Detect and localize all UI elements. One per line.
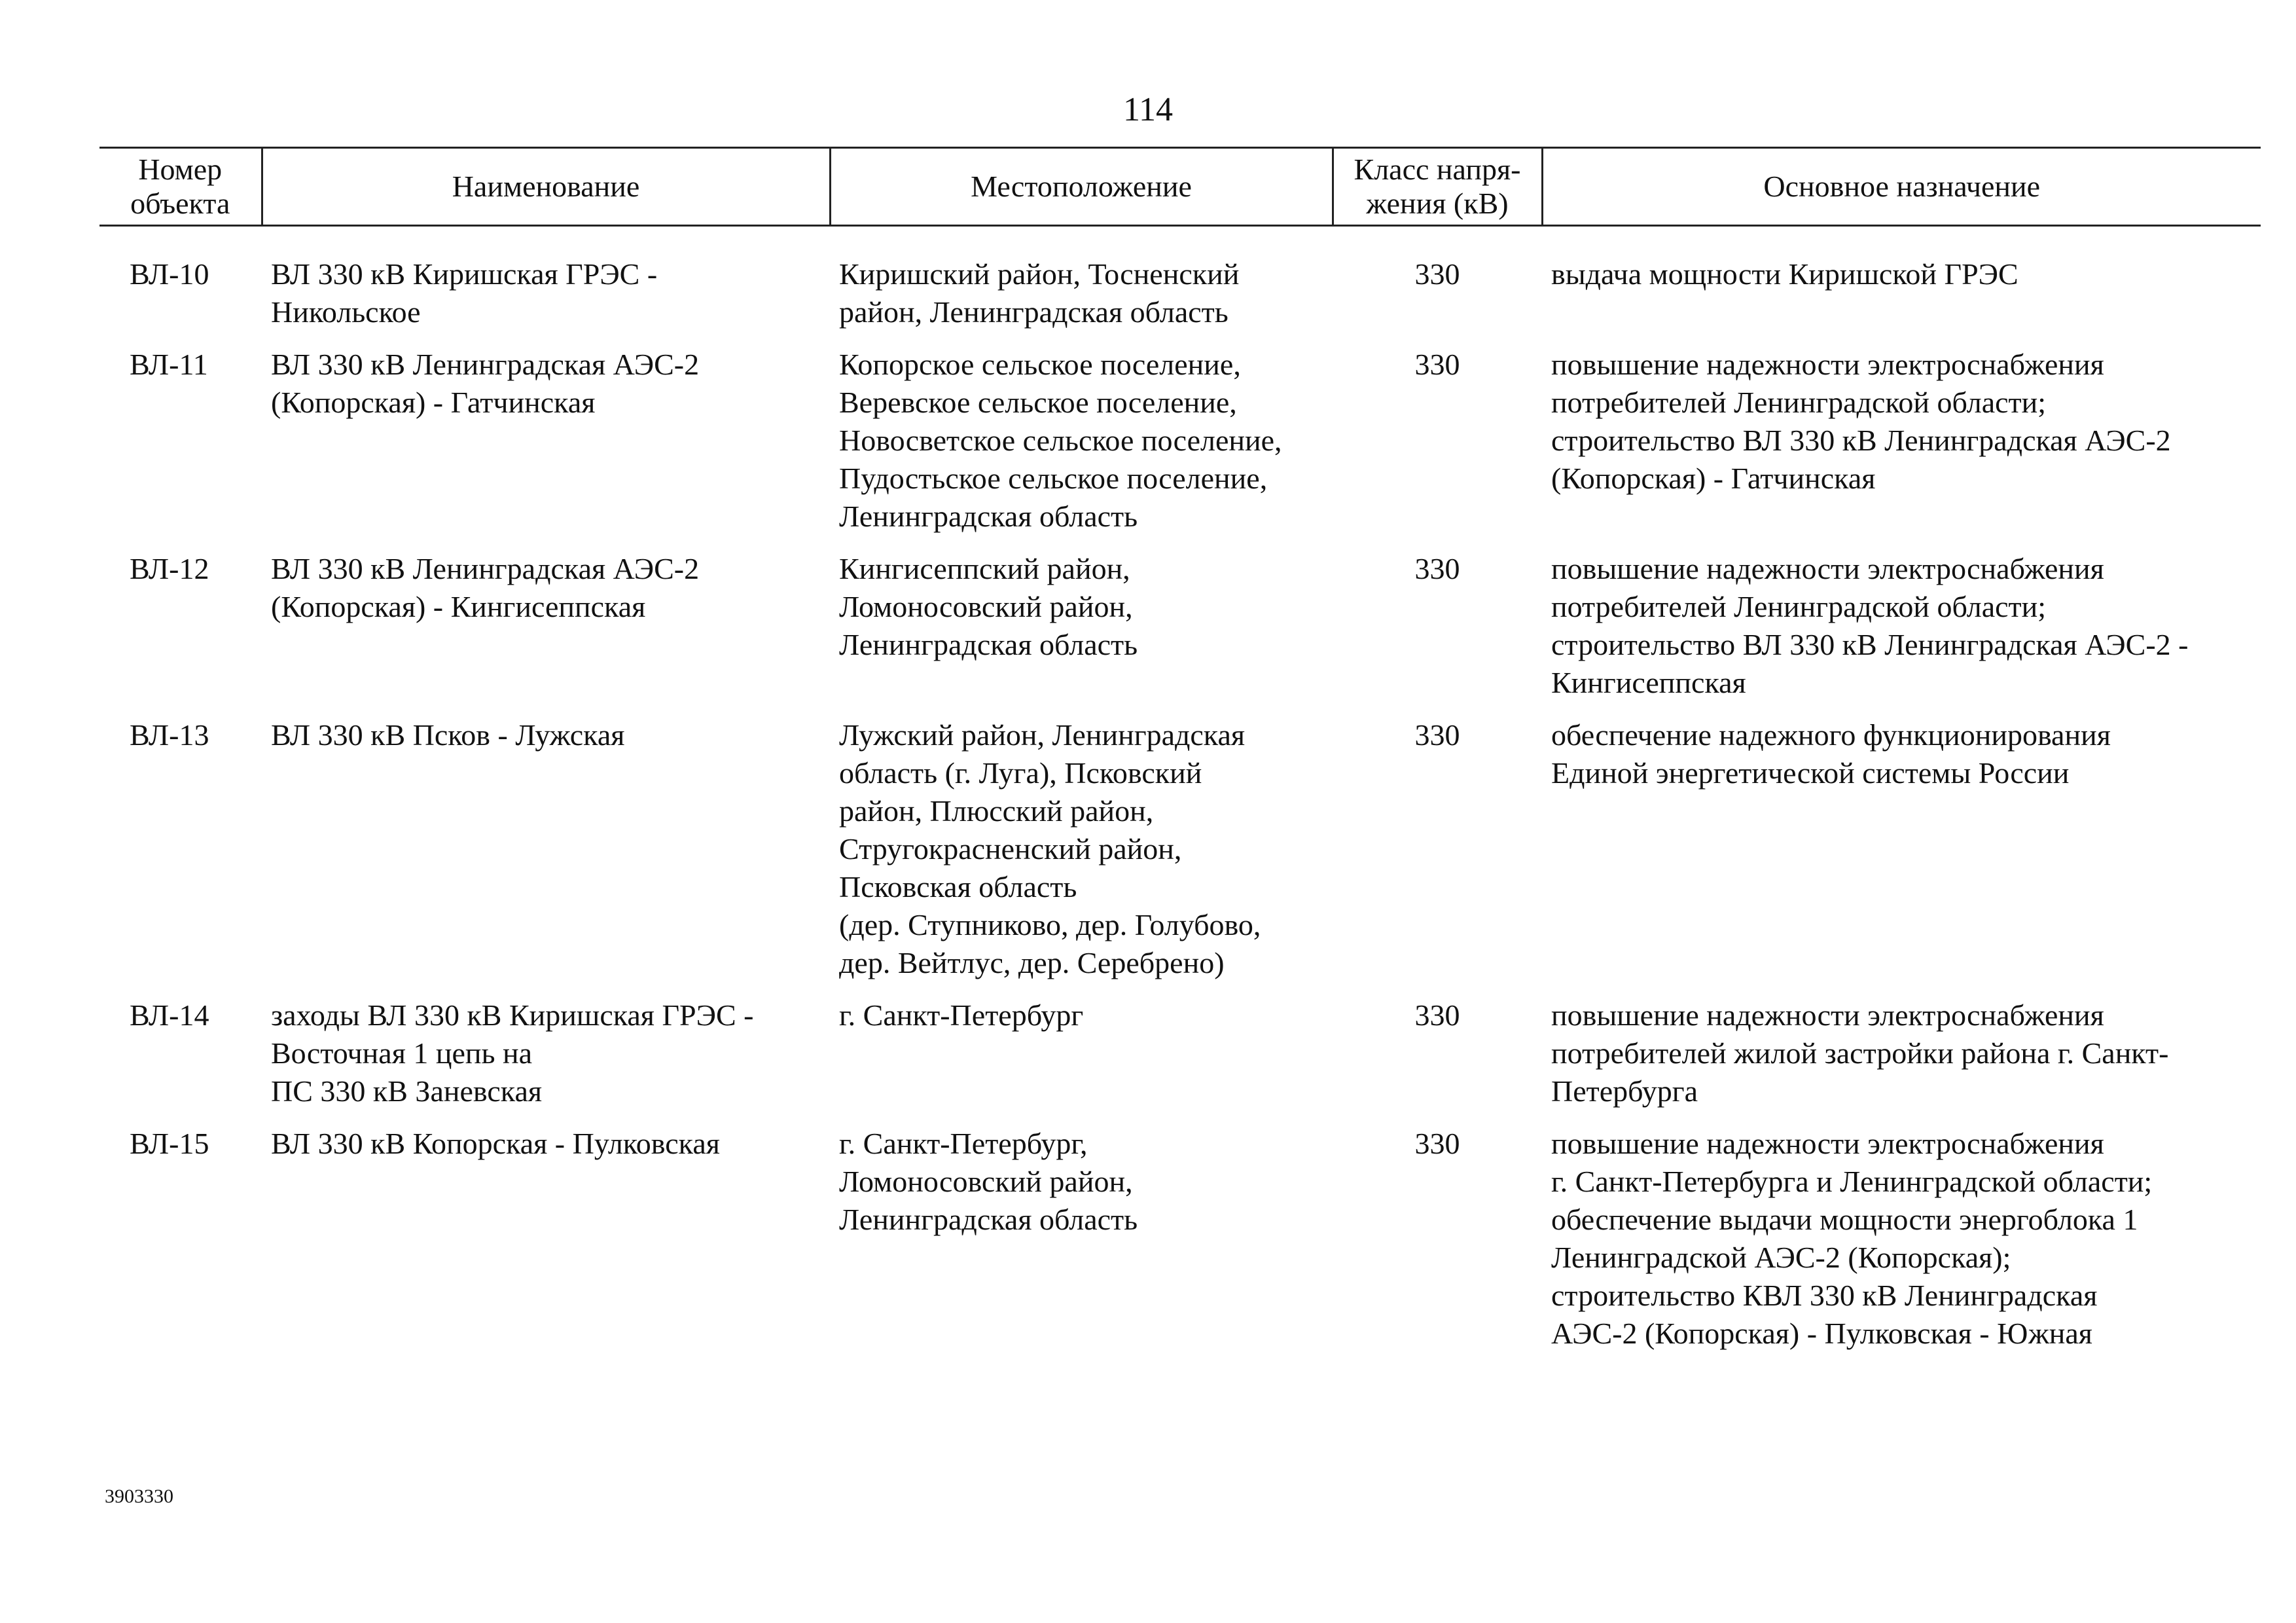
cell-location: г. Санкт-Петербург, Ломоносовский район, Ленинградская область	[839, 1127, 1138, 1236]
cell-purpose: выдача мощности Киришской ГРЭС	[1551, 257, 2018, 291]
header-row	[99, 148, 2261, 226]
document-code: 3903330	[105, 1486, 173, 1507]
table-row	[99, 255, 2261, 346]
cell-purpose: обеспечение надежного функционирования Единой энергетической системы России	[1551, 718, 2111, 790]
header-object-number: Номер объекта	[99, 148, 262, 226]
table-row	[99, 1125, 2261, 1367]
cell-location: Лужский район, Ленинградская область (г. Луга), Псковский район, Плюсский район, Стругокрасненский район, Псковская область (дер. Ступниково, дер. Голубово, дер. Вейтлус, дер. Серебрено)	[839, 718, 1261, 979]
header-location: Местоположение	[830, 148, 1333, 226]
cell-location: Киришский район, Тосненский район, Ленинградская область	[839, 257, 1240, 329]
table-row	[99, 996, 2261, 1125]
cell-location: Копорское сельское поселение, Веревское сельское поселение, Новосветское сельское поселение, Пудостьское сельское поселение, Ленинградская область	[839, 348, 1282, 533]
cell-voltage: 330	[1414, 998, 1460, 1032]
cell-voltage: 330	[1414, 1127, 1460, 1160]
cell-object-number: ВЛ-11	[130, 348, 208, 381]
table-row	[99, 346, 2261, 550]
cell-name: заходы ВЛ 330 кВ Киришская ГРЭС - Восточная 1 цепь на ПС 330 кВ Заневская	[271, 998, 754, 1108]
table-body	[99, 226, 2261, 1368]
cell-voltage: 330	[1414, 552, 1460, 585]
table-row	[99, 716, 2261, 996]
cell-name: ВЛ 330 кВ Ленинградская АЭС-2 (Копорская) - Кингисеппская	[271, 552, 700, 623]
cell-object-number: ВЛ-15	[130, 1127, 209, 1160]
cell-name: ВЛ 330 кВ Ленинградская АЭС-2 (Копорская) - Гатчинская	[271, 348, 700, 419]
cell-location: Кингисеппский район, Ломоносовский район, Ленинградская область	[839, 552, 1138, 661]
header-purpose: Основное назначение	[1542, 148, 2261, 226]
page-number: 114	[1122, 91, 1174, 128]
cell-purpose: повышение надежности электроснабжения потребителей Ленинградской области; строительство ВЛ 330 кВ Ленинградская АЭС-2 (Копорская) - Гатчинская	[1551, 348, 2171, 495]
cell-voltage: 330	[1414, 257, 1460, 291]
objects-table	[99, 147, 2261, 1367]
cell-purpose: повышение надежности электроснабжения потребителей Ленинградской области; строительство ВЛ 330 кВ Ленинградская АЭС-2 - Кингисеппская	[1551, 552, 2189, 699]
cell-name: ВЛ 330 кВ Копорская - Пулковская	[271, 1127, 720, 1160]
table-header	[99, 148, 2261, 226]
objects-table-container	[99, 147, 2261, 1367]
cell-location: г. Санкт-Петербург	[839, 998, 1084, 1032]
cell-object-number: ВЛ-10	[130, 257, 209, 291]
table-row	[99, 550, 2261, 716]
table-spacer	[99, 226, 2261, 256]
cell-voltage: 330	[1414, 348, 1460, 381]
cell-purpose: повышение надежности электроснабжения потребителей жилой застройки района г. Санкт- Петербурга	[1551, 998, 2169, 1108]
cell-object-number: ВЛ-14	[130, 998, 209, 1032]
cell-object-number: ВЛ-12	[130, 552, 209, 585]
cell-object-number: ВЛ-13	[130, 718, 209, 752]
header-voltage-class: Класс напря- жения (кВ)	[1333, 148, 1542, 226]
cell-name: ВЛ 330 кВ Киришская ГРЭС - Никольское	[271, 257, 658, 329]
cell-name: ВЛ 330 кВ Псков - Лужская	[271, 718, 625, 752]
header-name: Наименование	[262, 148, 830, 226]
cell-purpose: повышение надежности электроснабжения г. Санкт-Петербурга и Ленинградской области; обеспечение выдачи мощности энергоблока 1 Ленинградской АЭС-2 (Копорская); строительство КВЛ 330 кВ Ленинградская АЭС-2 (Копорская) - Пулковская - Южная	[1551, 1127, 2153, 1350]
cell-voltage: 330	[1414, 718, 1460, 752]
